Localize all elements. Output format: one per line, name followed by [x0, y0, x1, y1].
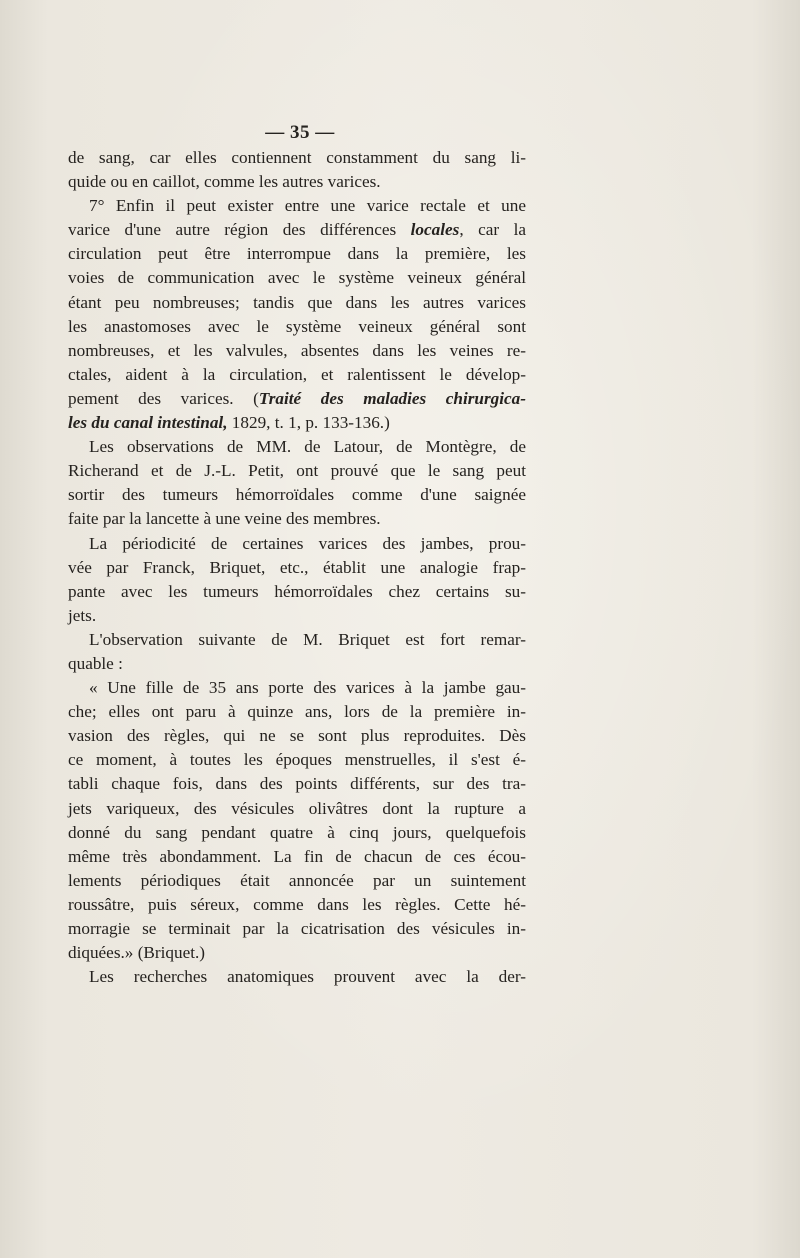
text-line: voies de communication avec le système veineux général	[68, 268, 526, 288]
text-line: quide ou en caillot, comme les autres varices.	[68, 172, 381, 192]
text-line: tabli chaque fois, dans des points différents, sur des tra-	[68, 774, 526, 794]
text-line: donné du sang pendant quatre à cinq jours, quelquefois	[68, 822, 526, 842]
text-line: vée par Franck, Briquet, etc., établit une analogie frap-	[68, 557, 526, 577]
text-line: roussâtre, puis séreux, comme dans les règles. Cette hé-	[68, 894, 526, 914]
text-line: étant peu nombreuses; tandis que dans les autres varices	[68, 292, 526, 312]
text-line: jets.	[68, 605, 97, 625]
text-line: L'observation suivante de M. Briquet est fort remar-	[89, 629, 526, 649]
text-line: ctales, aident à la circulation, et ralentissent le dévelop-	[68, 364, 526, 384]
text-line: quable :	[68, 653, 123, 673]
text-line: faite par la lancette à une veine des membres.	[68, 509, 381, 529]
page-number: — 35 —	[265, 122, 335, 143]
body-text	[68, 146, 526, 989]
text-line: pement des varices. (Traité des maladies chirurgica-	[68, 388, 526, 408]
text-line: Les observations de MM. de Latour, de Montègre, de	[89, 437, 526, 457]
text-line: ce moment, à toutes les époques menstruelles, il s'est é-	[68, 750, 526, 770]
text-line: La périodicité de certaines varices des jambes, prou-	[89, 533, 526, 553]
text-line: varice d'une autre région des différences locales, car la	[68, 220, 526, 240]
text-line: pante avec les tumeurs hémorroïdales chez certains su-	[68, 581, 526, 601]
text-line: 7° Enfin il peut exister entre une varice rectale et une	[89, 196, 526, 216]
text-line: Richerand et de J.-L. Petit, ont prouvé que le sang peut	[68, 461, 526, 481]
text-line: sortir des tumeurs hémorroïdales comme d'une saignée	[68, 485, 526, 505]
text-line: les anastomoses avec le système veineux général sont	[68, 316, 526, 336]
text-line: même très abondamment. La fin de chacun de ces écou-	[68, 846, 526, 866]
text-line: les du canal intestinal, 1829, t. 1, p. 133-136.)	[68, 413, 390, 433]
text-line: Les recherches anatomiques prouvent avec la der-	[89, 967, 526, 987]
text-line: de sang, car elles contiennent constamment du sang li-	[68, 148, 526, 167]
text-line: jets variqueux, des vésicules olivâtres dont la rupture a	[68, 798, 526, 818]
text-line: « Une fille de 35 ans porte des varices à la jambe gau-	[89, 678, 526, 698]
text-line: nombreuses, et les valvules, absentes dans les veines re-	[68, 340, 526, 360]
text-line: lements périodiques était annoncée par un suintement	[68, 870, 526, 890]
text-line: circulation peut être interrompue dans la première, les	[68, 244, 526, 264]
text-line: diquées.» (Briquet.)	[68, 943, 205, 963]
text-line: che; elles ont paru à quinze ans, lors de la première in-	[68, 702, 526, 722]
text-line: morragie se terminait par la cicatrisation des vésicules in-	[68, 919, 526, 938]
text-line: vasion des règles, qui ne se sont plus reproduites. Dès	[68, 726, 526, 746]
